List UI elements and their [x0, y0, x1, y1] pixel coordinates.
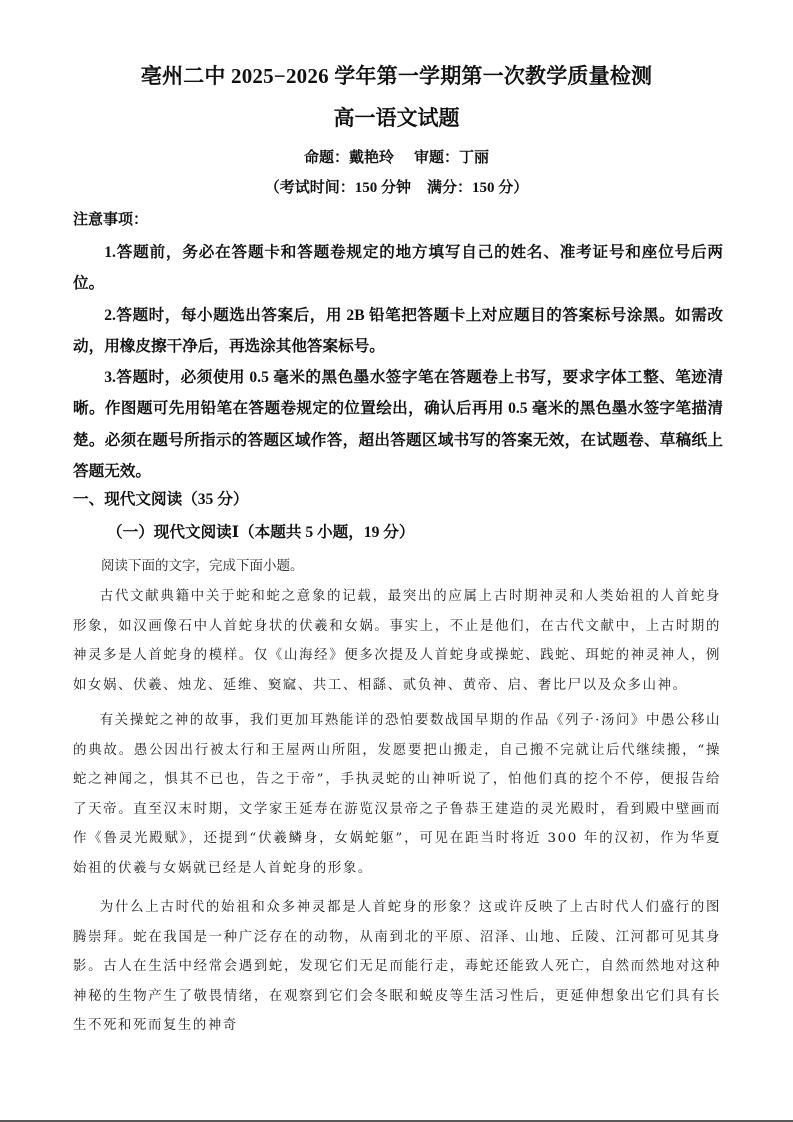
paragraph-text: 古代文献典籍中关于蛇和蛇之意象的记载，最突出的应属上古时期神灵和人类始祖的人首蛇身形象，如汉画像石中人首蛇身状的伏羲和女娲。事实上，不止是他们，在古代文献中，上古时期的神灵多是人首蛇身的模样。仅《山海经》便多次提及人首蛇身或操蛇、践蛇、珥蛇的神灵神人，例如女娲、伏羲、烛龙、延维、窫窳、共工、相繇、贰负神、黄帝、启、奢比尸以及众多山神。 — [73, 589, 721, 693]
exam-info-line — [0, 178, 793, 198]
exam-subtitle: 高一语文试题 — [333, 106, 460, 130]
passage-paragraph-3 — [73, 893, 721, 1041]
score-label: 满分：150 分） — [427, 180, 529, 196]
reviewer-label: 审题：丁丽 — [414, 150, 490, 166]
section-heading: 一、现代文阅读（35 分） — [73, 491, 249, 508]
exam-title: 亳州二中 2025−2026 学年第一学期第一次教学质量检测 — [140, 64, 653, 88]
authors-line — [0, 148, 793, 168]
passage-paragraph-1 — [73, 582, 721, 700]
note-item: 3.答题时，必须使用 0.5 毫米的黑色墨水签字笔在答题卷上书写，要求字体工整、笔迹清晰。作图题可先用铅笔在答题卷规定的位置绘出，确认后再用 0.5 毫米的黑色墨水签字笔描清楚。必须在题号所指示的答题区域作答，超出答题区域书写的答案无效，在试题卷、草稿纸上答题无效。 — [73, 369, 723, 481]
reading-instruction: 阅读下面的文字，完成下面小题。 — [101, 558, 304, 573]
note-item: 2.答题时，每小题选出答案后，用 2B 铅笔把答题卡上对应题目的答案标号涂黑。如需改动，用橡皮擦干净后，再选涂其他答案标号。 — [73, 306, 723, 355]
paragraph-text: 有关操蛇之神的故事，我们更加耳熟能详的恐怕要数战国早期的作品《列子·汤问》中愚公移山的典故。愚公因出行被太行和王屋两山所阻，发愿要把山搬走，自己搬不完就让后代继续搬，“操蛇之神闻之，惧其不已也，告之于帝”，手执灵蛇的山神听说了，怕他们真的挖个不停，便报告给了天帝。直至汉末时期，文学家王延寿在游览汉景帝之子鲁恭王建造的灵光殿时，看到殿中壁画而作《鲁灵光殿赋》，还提到“伏羲鳞身，女娲蛇躯”，可见在距当时将近 300 年的汉初，作为华夏始祖的伏羲与女娲就已经是人首蛇身的形象。 — [73, 713, 721, 876]
notes-list — [73, 237, 723, 487]
subsection-heading: （一）现代文阅读Ⅰ（本题共 5 小题，19 分） — [107, 524, 415, 541]
note-item: 1.答题前，务必在答题卡和答题卷规定的地方填写自己的姓名、准考证号和座位号后两位。 — [73, 244, 723, 293]
setter-label: 命题：戴艳玲 — [303, 150, 394, 166]
paragraph-text: 为什么上古时代的始祖和众多神灵都是人首蛇身的形象？这或许反映了上古时代人们盛行的图腾崇拜。蛇在我国是一种广泛存在的动物，从南到北的平原、沼泽、山地、丘陵、江河都可见其身影。古人在生活中经常会遇到蛇，发现它们无足而能行走，毒蛇还能致人死亡，自然而然地对这种神秘的生物产生了敬畏情绪，在观察到它们会冬眠和蜕皮等生活习性后，更延伸想象出它们具有长生不死和死而复生的神奇 — [73, 900, 721, 1034]
passage-paragraph-2 — [73, 706, 721, 884]
notes-heading: 注意事项： — [73, 212, 149, 228]
time-label: （考试时间：150 分钟 — [264, 180, 411, 196]
